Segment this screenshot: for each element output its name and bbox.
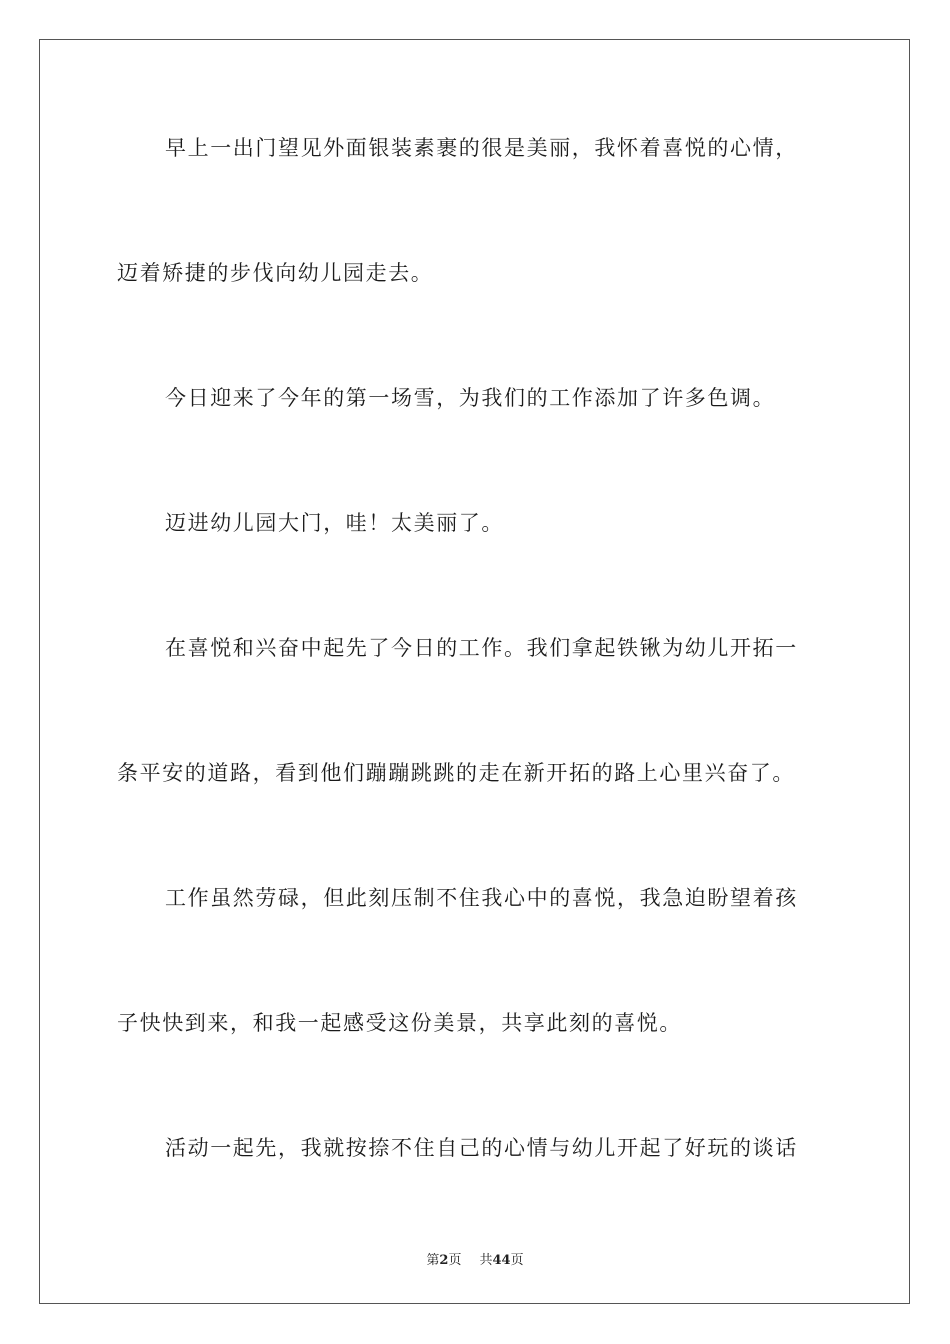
paragraph-line: 在喜悦和兴奋中起先了今日的工作。我们拿起铁锹为幼儿开拓一 (165, 636, 798, 660)
page-prefix: 第 (426, 1253, 440, 1268)
paragraph-line: 迈进幼儿园大门，哇！太美丽了。 (165, 511, 504, 535)
paragraph-line: 工作虽然劳碌，但此刻压制不住我心中的喜悦，我急迫盼望着孩 (165, 886, 798, 910)
page-border (39, 39, 910, 1304)
total-suffix: 页 (510, 1253, 524, 1268)
page-footer (0, 1249, 950, 1268)
paragraph-line: 今日迎来了今年的第一场雪，为我们的工作添加了许多色调。 (165, 386, 776, 410)
paragraph-line: 早上一出门望见外面银装素裹的很是美丽，我怀着喜悦的心情， (165, 136, 798, 160)
page-number: 2 (439, 1253, 449, 1268)
total-prefix: 共 (479, 1253, 493, 1268)
paragraph-line: 迈着矫捷的步伐向幼儿园走去。 (117, 261, 434, 285)
paragraph-line: 子快快到来，和我一起感受这份美景，共享此刻的喜悦。 (117, 1011, 682, 1035)
total-pages: 44 (492, 1253, 511, 1268)
page-suffix: 页 (448, 1253, 462, 1268)
paragraph-line: 条平安的道路，看到他们蹦蹦跳跳的走在新开拓的路上心里兴奋了。 (117, 761, 795, 785)
paragraph-line: 活动一起先，我就按捺不住自己的心情与幼儿开起了好玩的谈话 (165, 1136, 798, 1160)
